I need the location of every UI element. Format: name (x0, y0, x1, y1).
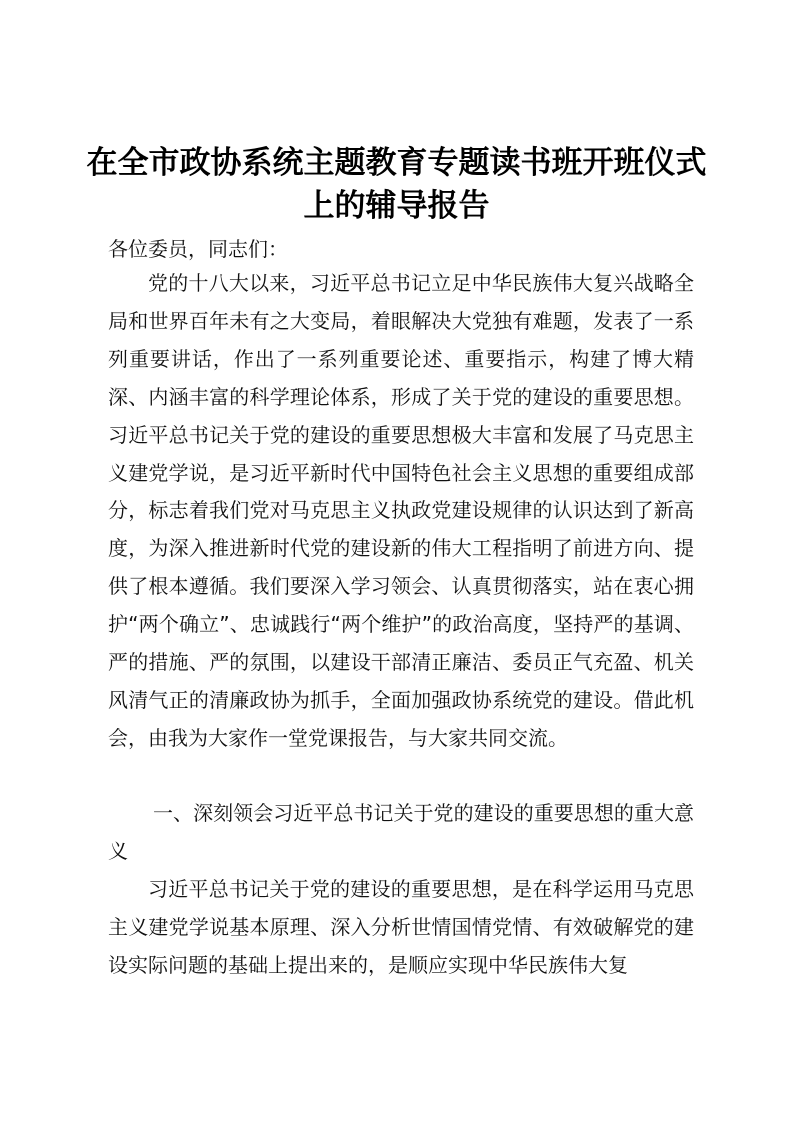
paragraph-section-1: 习近平总书记关于党的建设的重要思想，是在科学运用马克思主义建党学说基本原理、深入分析世情国情党情、有效破解党的建设实际问题的基础上提出来的，是顺应实现中华民族伟大复 (108, 877, 694, 977)
section-heading-1: 一、深刻领会习近平总书记关于党的建设的重要思想的重大意义 (108, 801, 694, 863)
document-title-line-2: 上的辅导报告 (303, 188, 490, 224)
document-title-line-1: 在全市政协系统主题教育专题读书班开班仪式 (86, 145, 707, 181)
paragraph-intro: 党的十八大以来，习近平总书记立足中华民族伟大复兴战略全局和世界百年未有之大变局，着眼解决大党独有难题，发表了一系列重要讲话，作出了一系列重要论述、重要指示，构建了博大精深、内涵丰富的科学理论体系，形成了关于党的建设的重要思想。习近平总书记关于党的建设的重要思想极大丰富和发展了马克思主义建党学说，是习近平新时代中国特色社会主义思想的重要组成部分，标志着我们党对马克思主义执政党建设规律的认识达到了新高度，为深入推进新时代党的建设新的伟大工程指明了前进方向、提供了根本遵循。我们要深入学习领会、认真贯彻落实，站在衷心拥护“两个确立”、忠诚践行“两个维护”的政治高度，坚持严的基调、严的措施、严的氛围，以建设干部清正廉洁、委员正气充盈、机关风清气正的清廉政协为抓手，全面加强政协系统党的建设。借此机会，由我为大家作一堂党课报告，与大家共同交流。 (108, 271, 694, 750)
salutation: 各位委员，同志们： (108, 237, 288, 261)
